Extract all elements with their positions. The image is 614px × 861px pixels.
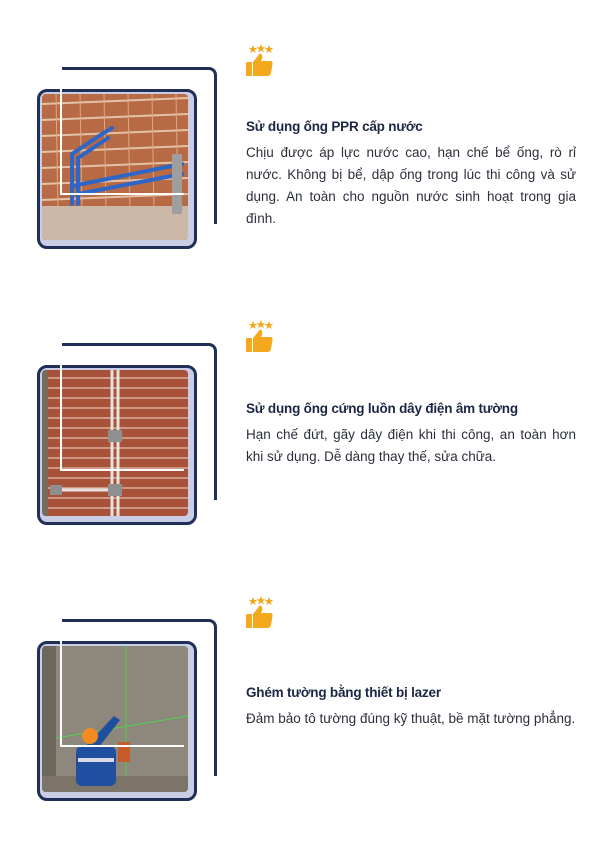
feature-title: Sử dụng ống cứng luồn dây điện âm tường	[246, 401, 518, 416]
bracket-highlight	[60, 67, 184, 195]
feature-description: Đảm bảo tô tường đúng kỹ thuật, bề mặt tường phẳng.	[246, 711, 576, 726]
feature-ppr-pipes	[0, 40, 614, 300]
feature-title: Sử dụng ống PPR cấp nước	[246, 119, 423, 134]
thumbs-up-stars-icon	[244, 44, 274, 78]
bracket-highlight	[60, 343, 184, 471]
feature-title: Ghém tường bằng thiết bị lazer	[246, 685, 441, 700]
thumbs-up-stars-icon	[244, 596, 274, 630]
thumbs-up-stars-icon	[244, 320, 274, 354]
feature-description: Chịu được áp lực nước cao, hạn chế bể ống, rò rỉ nước. Không bị bể, dập ống trong lúc thi công và sử dụng. An toàn cho nguồn nước sinh hoạt trong gia đình.	[246, 145, 576, 226]
bracket-highlight	[60, 619, 184, 747]
feature-laser-plastering	[0, 592, 614, 852]
feature-description: Hạn chế đứt, gãy dây điện khi thi công, an toàn hơn khi sử dụng. Dễ dàng thay thế, sửa chữa.	[246, 427, 576, 464]
feature-electrical-conduit	[0, 316, 614, 576]
